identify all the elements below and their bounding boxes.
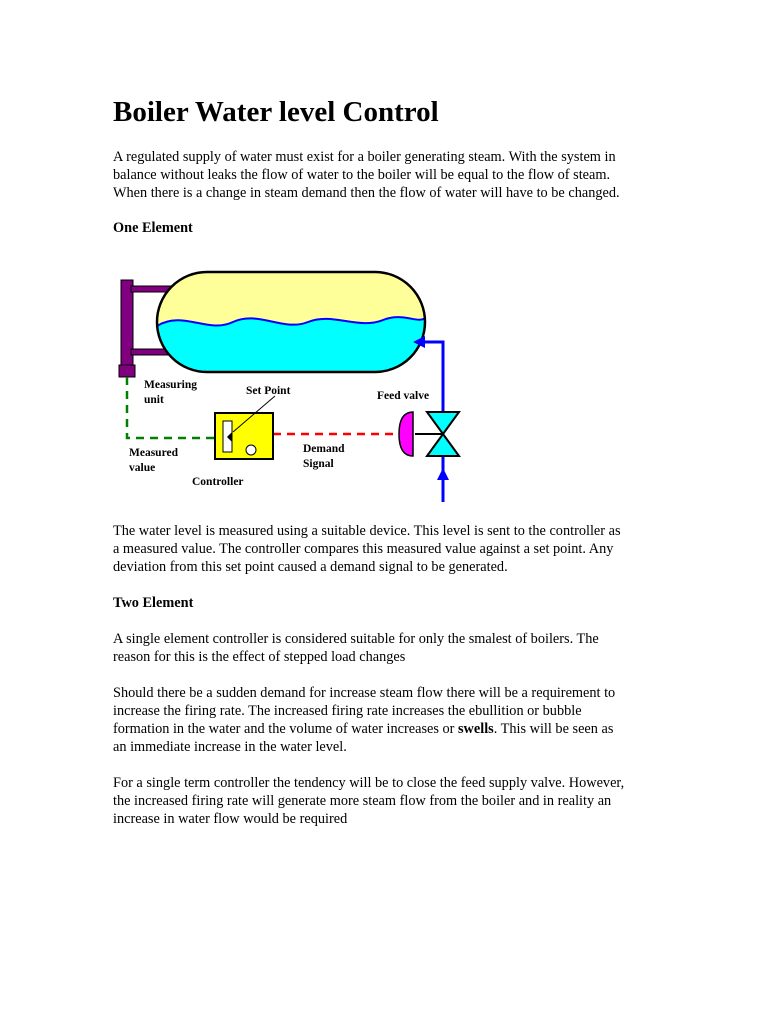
boiler-drum <box>157 272 425 372</box>
body-line: deviation from this set point caused a demand signal to be generated. <box>113 559 508 575</box>
body-line: increase the firing rate. The increased firing rate increases the ebullition or bubble <box>113 703 582 719</box>
measured-value-label: value <box>129 462 156 474</box>
emphasis-term: swells <box>457 721 494 737</box>
section-heading-one-element: One Element <box>113 220 193 236</box>
two-element-paragraph-3 <box>113 774 658 828</box>
controller-dial <box>246 445 256 455</box>
body-line: a measured value. The controller compares this measured value against a set point. Any <box>113 541 614 557</box>
two-element-paragraph-2 <box>113 684 658 756</box>
demand-signal-label: Signal <box>303 458 334 470</box>
controller-box <box>215 413 273 459</box>
two-element-paragraph-1 <box>113 630 658 666</box>
body-line: A single element controller is considered suitable for only the smalest of boilers. The <box>113 631 599 647</box>
body-text: . This will be seen as <box>493 721 614 737</box>
body-line: Should there be a sudden demand for increase steam flow there will be a requirement to <box>113 685 616 701</box>
body-line: The water level is measured using a suitable device. This level is sent to the controller as <box>113 523 621 539</box>
body-line: reason for this is the effect of stepped load changes <box>113 649 406 665</box>
set-point-label: Set Point <box>246 385 291 397</box>
controller-label: Controller <box>192 476 244 488</box>
demand-signal-label: Demand <box>303 443 345 455</box>
body-line: an immediate increase in the water level. <box>113 739 347 755</box>
feed-valve <box>399 412 459 456</box>
measuring-unit-label: Measuring <box>144 379 198 391</box>
intro-paragraph <box>113 148 658 202</box>
body-line: increase in water flow would be required <box>113 811 348 827</box>
one-element-paragraph <box>113 522 658 576</box>
body-line <box>113 720 658 738</box>
body-line: For a single term controller the tendency will be to close the feed supply valve. However, <box>113 775 625 791</box>
measuring-unit-label: unit <box>144 394 164 406</box>
body-line: the increased firing rate will generate more steam flow from the boiler and in reality an <box>113 793 612 809</box>
body-text: formation in the water and the volume of water increases or <box>113 721 458 737</box>
section-heading-two-element: Two Element <box>113 595 194 611</box>
page-title: Boiler Water level Control <box>113 96 439 128</box>
intro-line: When there is a change in steam demand then the flow of water will have to be changed. <box>113 185 620 201</box>
intro-line: A regulated supply of water must exist for a boiler generating steam. With the system in <box>113 149 616 165</box>
valve-actuator <box>399 412 413 456</box>
one-element-control-diagram <box>113 266 473 506</box>
feed-valve-label: Feed valve <box>377 390 430 402</box>
intro-line: balance without leaks the flow of water to the boiler will be equal to the flow of steam. <box>113 167 611 183</box>
measured-value-label: Measured <box>129 447 178 459</box>
